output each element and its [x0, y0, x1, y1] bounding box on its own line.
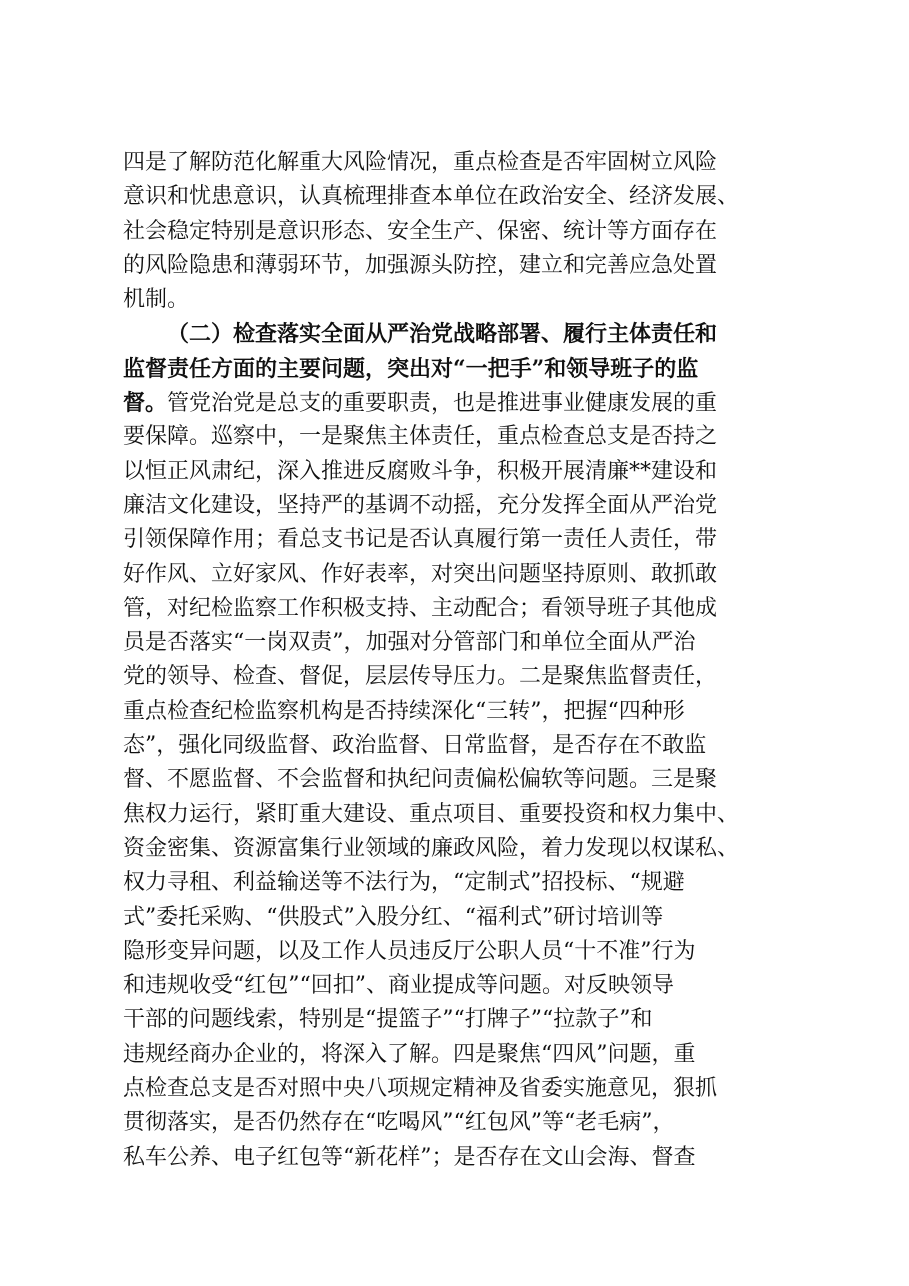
text-line: 态”，强化同级监督、政治监督、日常监督，是否存在不敢监 [123, 733, 707, 759]
text-line: 违规经商办企业的，将深入了解。四是聚焦“四风”问题，重 [123, 1041, 696, 1067]
text-line: 点检查总支是否对照中央八项规定精神及省委实施意见，狠抓 [123, 1076, 718, 1102]
text-line: 机制。 [123, 287, 190, 313]
text-line: 引领保障作用；看总支书记是否认真履行第一责任人责任，带 [123, 527, 718, 553]
text-line: 四是了解防范化解重大风险情况，重点检查是否牢固树立风险 [123, 150, 718, 175]
text-line: 贯彻落实，是否仍然存在“吃喝风”“红包风”等“老毛病”， [123, 1110, 675, 1136]
text-line: 隐形变异问题，以及工作人员违反厅公职人员“十不准”行为 [123, 938, 696, 964]
paragraph-text: 管党治党是总支的重要职责，也是推进事业健康发展的重 [167, 391, 718, 417]
text-line: 要保障。巡察中，一是聚焦主体责任，重点检查总支是否持之 [123, 424, 718, 450]
section-heading-end: 督。 [123, 390, 168, 417]
text-line: 以恒正风肃纪，深入推进反腐败斗争，积极开展清廉**建设和 [123, 458, 718, 484]
text-line: 私车公养、电子红包等“新花样”；是否存在文山会海、督查 [123, 1144, 696, 1170]
text-line: 干部的问题线索，特别是“提篮子”“打牌子”“拉款子”和 [123, 1007, 653, 1033]
text-line: 资金密集、资源富集行业领域的廉政风险，着力发现以权谋私、 [123, 835, 740, 861]
text-line: 社会稳定特别是意识形态、安全生产、保密、统计等方面存在 [123, 218, 718, 244]
text-line: 廉洁文化建设，坚持严的基调不动摇，充分发挥全面从严治党 [123, 492, 718, 518]
text-line: 员是否落实“一岗双责”，加强对分管部门和单位全面从严治 [123, 630, 696, 656]
text-line: 督、不愿监督、不会监督和执纪问责偏松偏软等问题。三是聚 [123, 767, 718, 793]
text-line: 好作风、立好家风、作好表率，对突出问题坚持原则、敢抓敢 [123, 561, 718, 587]
text-line [123, 386, 813, 420]
text-line: 和违规收受“红包”“回扣”、商业提成等问题。对反映领导 [123, 973, 674, 999]
section-heading-line: （二）检查落实全面从严治党战略部署、履行主体责任和 [167, 321, 718, 348]
text-line: 式”委托采购、“供股式”入股分红、“福利式”研讨培训等 [123, 904, 664, 930]
text-line: 焦权力运行，紧盯重大建设、重点项目、重要投资和权力集中、 [123, 801, 740, 827]
text-line: 权力寻租、利益输送等不法行为，“定制式”招投标、“规避 [123, 870, 685, 896]
text-line: 党的领导、检查、督促，层层传导压力。二是聚焦监督责任， [123, 664, 718, 690]
text-line: 管，对纪检监察工作积极支持、主动配合；看领导班子其他成 [123, 595, 718, 621]
section-heading-line: 监督责任方面的主要问题，突出对“一把手”和领导班子的监 [123, 355, 699, 382]
paragraph-risk-prevention [123, 146, 813, 317]
paragraph-section-two [123, 317, 813, 1174]
text-line: 的风险隐患和薄弱环节，加强源头防控，建立和完善应急处置 [123, 252, 718, 278]
text-line: 重点检查纪检监察机构是否持续深化“三转”，把握“四种形 [123, 698, 685, 724]
text-line: 意识和忧患意识，认真梳理排查本单位在政治安全、经济发展、 [123, 184, 740, 210]
document-body [123, 146, 813, 1175]
